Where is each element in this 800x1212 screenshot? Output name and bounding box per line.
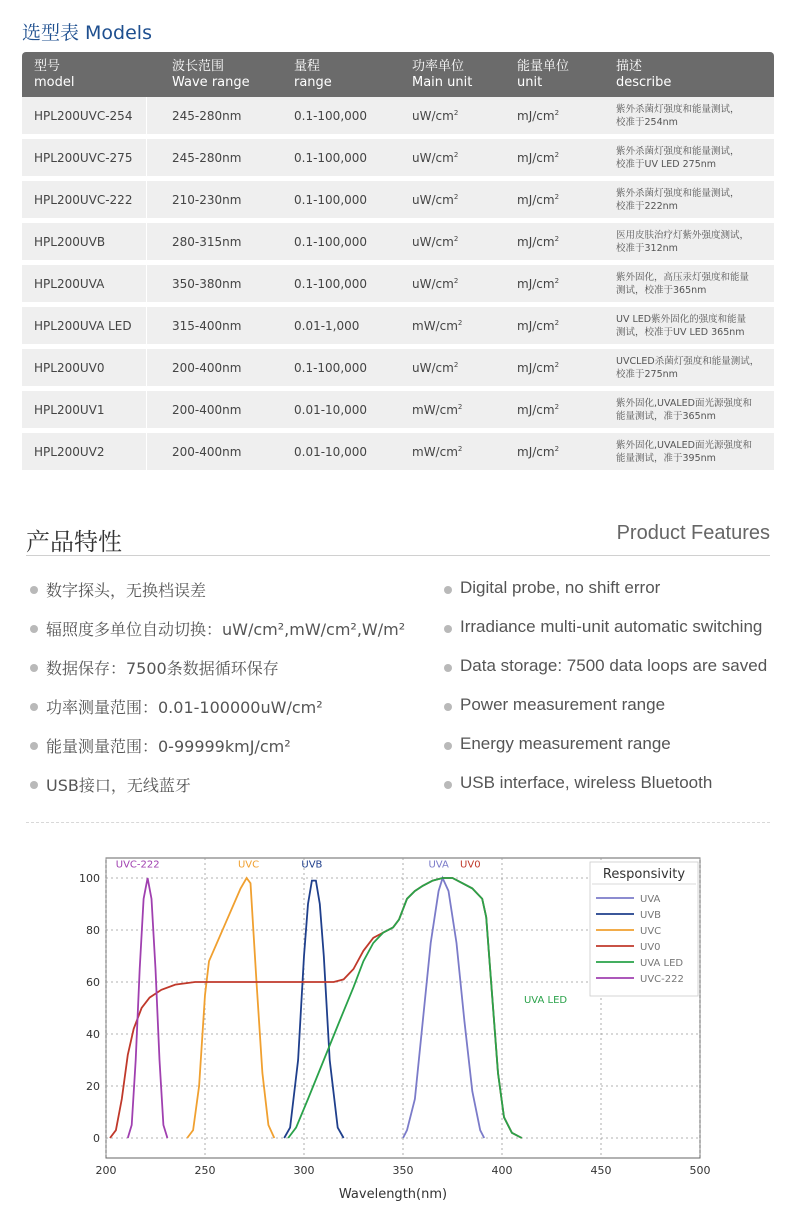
- cell-model: HPL200UVB: [34, 234, 106, 249]
- cell-model: HPL200UVA LED: [34, 318, 132, 333]
- table-row: [22, 433, 774, 470]
- series-label: UVC-222: [115, 859, 160, 871]
- table-row: [22, 265, 774, 302]
- feature-text: 辐照度多单位自动切换：uW/cm²,mW/cm²,W/m²: [46, 620, 406, 639]
- chart-svg: [70, 850, 720, 1210]
- feature-text: Data storage: 7500 data loops are saved: [460, 656, 768, 675]
- cell-unit: $mW/cm^2$: [412, 402, 463, 417]
- cell-model: HPL200UVC-222: [34, 192, 133, 207]
- col-header-describe: 描述 describe: [616, 58, 672, 90]
- feature-text: USB接口，无线蓝牙: [46, 776, 191, 795]
- legend-title: Responsivity: [602, 867, 686, 882]
- bullet-icon: [30, 586, 38, 594]
- feature-item: [30, 773, 405, 812]
- cell-describe: 紫外杀菌灯强度和能量测试， 校准于UV LED 275nm: [616, 145, 740, 170]
- bullet-icon: [444, 781, 452, 789]
- cell-wave: 210-230nm: [172, 192, 242, 207]
- x-tick-label: 300: [293, 1164, 315, 1177]
- legend-entry: UVC-222: [640, 974, 684, 985]
- features-list-zh: [30, 578, 405, 812]
- col-header-model: 型号 model: [34, 58, 75, 90]
- x-tick-label: 500: [689, 1164, 711, 1177]
- cell-unit: $uW/cm^2$: [412, 234, 459, 249]
- y-tick-label: 100: [79, 872, 100, 885]
- x-tick-label: 400: [491, 1164, 513, 1177]
- cell-describe: UV LED紫外固化的强度和能量 测试，校准于UV LED 365nm: [616, 313, 747, 338]
- bullet-icon: [30, 703, 38, 711]
- bullet-icon: [444, 586, 452, 594]
- bullet-icon: [30, 625, 38, 633]
- cell-unit: $uW/cm^2$: [412, 108, 459, 123]
- cell-range: 0.1-100,000: [294, 192, 368, 207]
- y-tick-label: 40: [86, 1028, 100, 1041]
- feature-item: [444, 695, 767, 734]
- feature-item: [30, 695, 405, 734]
- cell-unit: $uW/cm^2$: [412, 150, 459, 165]
- cell-range: 0.01-1,000: [294, 318, 360, 333]
- cell-energy: $mJ/cm^2$: [517, 318, 560, 333]
- cell-unit: $mW/cm^2$: [412, 318, 463, 333]
- col-header-wave: 波长范围 Wave range: [172, 58, 250, 90]
- feature-text: 数字探头，无换档误差: [46, 581, 207, 600]
- bullet-icon: [30, 781, 38, 789]
- bullet-icon: [444, 742, 452, 750]
- cell-unit: $uW/cm^2$: [412, 276, 459, 291]
- cell-describe: 医用皮肤治疗灯紫外强度测试， 校准于312nm: [616, 229, 750, 254]
- series-label: UVA: [428, 859, 449, 871]
- col-header-range: 量程 range: [294, 58, 332, 90]
- section-title: 选型表 Models: [22, 22, 152, 44]
- bullet-icon: [444, 625, 452, 633]
- feature-item: [30, 734, 405, 773]
- cell-describe: 紫外固化，高压汞灯强度和能量 测试，校准于365nm: [616, 271, 750, 296]
- feature-text: 数据保存：7500条数据循环保存: [46, 659, 279, 678]
- feature-item: [444, 578, 767, 617]
- cell-model: HPL200UV1: [34, 402, 105, 417]
- table-row: [22, 97, 774, 134]
- cell-wave: 200-400nm: [172, 360, 242, 375]
- bullet-icon: [444, 664, 452, 672]
- feature-text: Power measurement range: [460, 695, 666, 714]
- feature-item: [444, 773, 767, 812]
- feature-text: 功率测量范围：0.01-100000uW/cm²: [46, 698, 323, 717]
- y-tick-label: 60: [86, 976, 100, 989]
- x-tick-label: 450: [590, 1164, 612, 1177]
- responsivity-chart: [70, 850, 720, 1210]
- legend-entry: UVC: [640, 926, 662, 937]
- y-tick-label: 0: [93, 1132, 100, 1145]
- feature-item: [30, 656, 405, 695]
- x-tick-label: 350: [392, 1164, 414, 1177]
- feature-text: 能量测量范围：0-99999kmJ/cm²: [46, 737, 291, 756]
- models-table: [22, 52, 774, 470]
- cell-energy: $mJ/cm^2$: [517, 192, 560, 207]
- table-row: [22, 139, 774, 176]
- cell-wave: 315-400nm: [172, 318, 242, 333]
- table-row: [22, 307, 774, 344]
- cell-describe: 紫外固化,UVALED面光源强度和 能量测试，准于395nm: [616, 439, 752, 464]
- cell-range: 0.1-100,000: [294, 108, 368, 123]
- cell-energy: $mJ/cm^2$: [517, 276, 560, 291]
- table-row: [22, 391, 774, 428]
- legend-entry: UVB: [640, 910, 662, 921]
- feature-item: [444, 656, 767, 695]
- table-row: [22, 223, 774, 260]
- cell-wave: 200-400nm: [172, 402, 242, 417]
- series-label: UVC: [237, 859, 260, 871]
- y-tick-label: 80: [86, 924, 100, 937]
- cell-wave: 245-280nm: [172, 108, 242, 123]
- series-label: UVA LED: [523, 994, 568, 1006]
- cell-model: HPL200UVC-275: [34, 150, 133, 165]
- table-body: [22, 97, 774, 470]
- cell-wave: 245-280nm: [172, 150, 242, 165]
- feature-text: Energy measurement range: [460, 734, 671, 753]
- cell-range: 0.01-10,000: [294, 444, 368, 459]
- features-list-en: [444, 578, 767, 812]
- table-row: [22, 349, 774, 386]
- cell-energy: $mJ/cm^2$: [517, 360, 560, 375]
- cell-energy: $mJ/cm^2$: [517, 150, 560, 165]
- cell-describe: 紫外杀菌灯强度和能量测试， 校准于254nm: [616, 103, 740, 128]
- bullet-icon: [444, 703, 452, 711]
- feature-text: USB interface, wireless Bluetooth: [460, 773, 713, 792]
- cell-energy: $mJ/cm^2$: [517, 108, 560, 123]
- cell-energy: $mJ/cm^2$: [517, 402, 560, 417]
- features-title-en: Product Features: [616, 522, 770, 544]
- features-header: [26, 516, 770, 556]
- cell-wave: 200-400nm: [172, 444, 242, 459]
- feature-text: Irradiance multi-unit automatic switching: [460, 617, 763, 636]
- table-row: [22, 181, 774, 218]
- bullet-icon: [30, 664, 38, 672]
- cell-model: HPL200UV2: [34, 444, 105, 459]
- col-header-main-unit: 功率单位 Main unit: [412, 58, 473, 90]
- legend-entry: UV0: [640, 942, 661, 953]
- feature-item: [444, 617, 767, 656]
- legend-entry: UVA LED: [640, 958, 684, 969]
- features-title-zh: 产品特性: [26, 528, 122, 556]
- series-label: UV0: [460, 859, 481, 871]
- cell-unit: $uW/cm^2$: [412, 192, 459, 207]
- cell-wave: 350-380nm: [172, 276, 242, 291]
- cell-model: HPL200UVC-254: [34, 108, 133, 123]
- feature-item: [30, 578, 405, 617]
- cell-energy: $mJ/cm^2$: [517, 234, 560, 249]
- cell-model: HPL200UVA: [34, 276, 105, 291]
- cell-describe: UVCLED杀菌灯强度和能量测试， 校准于275nm: [616, 355, 760, 380]
- cell-unit: $mW/cm^2$: [412, 444, 463, 459]
- cell-range: 0.1-100,000: [294, 360, 368, 375]
- cell-describe: 紫外杀菌灯强度和能量测试， 校准于222nm: [616, 187, 740, 212]
- feature-text: Digital probe, no shift error: [460, 578, 661, 597]
- cell-range: 0.1-100,000: [294, 276, 368, 291]
- col-header-unit: 能量单位 unit: [517, 58, 570, 90]
- cell-range: 0.1-100,000: [294, 150, 368, 165]
- legend-entry: UVA: [640, 894, 661, 905]
- bullet-icon: [30, 742, 38, 750]
- x-axis-label: Wavelength(nm): [338, 1187, 448, 1202]
- cell-energy: $mJ/cm^2$: [517, 444, 560, 459]
- cell-unit: $uW/cm^2$: [412, 360, 459, 375]
- feature-item: [30, 617, 405, 656]
- cell-describe: 紫外固化,UVALED面光源强度和 能量测试，准于365nm: [616, 397, 752, 422]
- divider: [26, 822, 770, 823]
- cell-range: 0.01-10,000: [294, 402, 368, 417]
- series-label: UVB: [301, 859, 323, 871]
- y-tick-label: 20: [86, 1080, 100, 1093]
- feature-item: [444, 734, 767, 773]
- x-tick-label: 200: [95, 1164, 117, 1177]
- x-tick-label: 250: [194, 1164, 216, 1177]
- cell-range: 0.1-100,000: [294, 234, 368, 249]
- table-header: [22, 52, 774, 97]
- cell-model: HPL200UV0: [34, 360, 105, 375]
- cell-wave: 280-315nm: [172, 234, 242, 249]
